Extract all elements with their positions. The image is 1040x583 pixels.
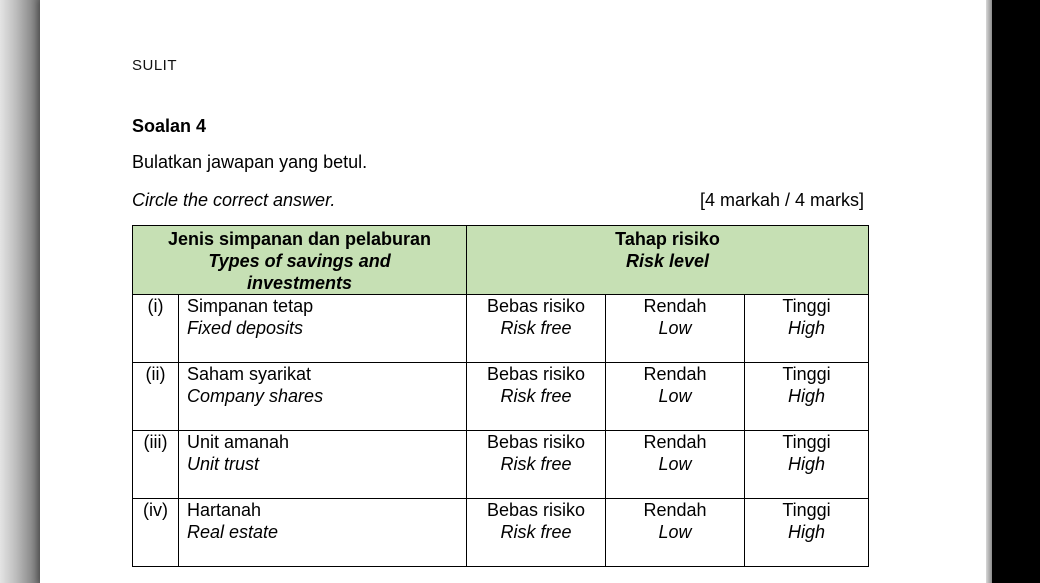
option-label-en: High bbox=[788, 318, 826, 338]
page-shadow-left bbox=[0, 0, 40, 583]
option-label-en: High bbox=[788, 522, 826, 542]
table-row bbox=[133, 363, 869, 431]
option-label-en: Risk free bbox=[500, 386, 572, 406]
page-edge-right bbox=[986, 0, 992, 583]
investment-type-my: Hartanah bbox=[187, 500, 262, 520]
investment-type-my: Simpanan tetap bbox=[187, 296, 314, 316]
table-header-row bbox=[133, 226, 869, 295]
option-label-my: Tinggi bbox=[782, 364, 831, 384]
option-label-my: Bebas risiko bbox=[486, 500, 586, 520]
option-risk-free[interactable] bbox=[467, 431, 606, 499]
option-label-my: Bebas risiko bbox=[486, 296, 586, 316]
classification-label: SULIT bbox=[132, 57, 178, 74]
option-label-my: Tinggi bbox=[782, 500, 831, 520]
header-risk-level-my: Tahap risiko bbox=[615, 229, 720, 249]
option-label-en: High bbox=[788, 386, 826, 406]
option-label-my: Rendah bbox=[643, 364, 707, 384]
option-label-my: Tinggi bbox=[782, 296, 831, 316]
option-low[interactable] bbox=[606, 295, 745, 363]
instruction-malay: Bulatkan jawapan yang betul. bbox=[132, 152, 368, 172]
option-low[interactable] bbox=[606, 499, 745, 567]
header-savings-type-my: Jenis simpanan dan pelaburan bbox=[167, 229, 432, 249]
option-label-my: Bebas risiko bbox=[486, 432, 586, 452]
option-low[interactable] bbox=[606, 431, 745, 499]
investment-type-en: Real estate bbox=[187, 522, 279, 542]
option-label-en: Low bbox=[658, 386, 692, 406]
row-number: (i) bbox=[133, 295, 179, 363]
instruction-english: Circle the correct answer. bbox=[132, 190, 336, 210]
option-label-en: Low bbox=[658, 522, 692, 542]
option-label-my: Rendah bbox=[643, 296, 707, 316]
option-label-en: Risk free bbox=[500, 522, 572, 542]
investment-type bbox=[179, 363, 467, 431]
header-risk-level-en: Risk level bbox=[625, 251, 710, 271]
table-row bbox=[133, 431, 869, 499]
option-label-en: High bbox=[788, 454, 826, 474]
table-row bbox=[133, 295, 869, 363]
option-risk-free[interactable] bbox=[467, 499, 606, 567]
question-title: Soalan 4 bbox=[132, 116, 207, 136]
investment-type-en: Fixed deposits bbox=[187, 318, 304, 338]
option-high[interactable] bbox=[745, 363, 869, 431]
investment-type-en: Company shares bbox=[187, 386, 324, 406]
option-label-my: Bebas risiko bbox=[486, 364, 586, 384]
header-risk-level bbox=[467, 226, 869, 295]
header-savings-type-en: Types of savings and investments bbox=[208, 251, 391, 293]
row-number: (iii) bbox=[133, 431, 179, 499]
risk-level-table bbox=[132, 225, 869, 567]
investment-type-my: Saham syarikat bbox=[187, 364, 312, 384]
option-label-en: Low bbox=[658, 454, 692, 474]
investment-type bbox=[179, 431, 467, 499]
option-risk-free[interactable] bbox=[467, 363, 606, 431]
marks-label: [4 markah / 4 marks] bbox=[699, 190, 864, 210]
investment-type-en: Unit trust bbox=[187, 454, 260, 474]
option-label-en: Risk free bbox=[500, 318, 572, 338]
row-number: (iv) bbox=[133, 499, 179, 567]
row-number: (ii) bbox=[133, 363, 179, 431]
option-label-my: Rendah bbox=[643, 500, 707, 520]
option-label-en: Low bbox=[658, 318, 692, 338]
table-row bbox=[133, 499, 869, 567]
option-low[interactable] bbox=[606, 363, 745, 431]
investment-type bbox=[179, 499, 467, 567]
investment-type-my: Unit amanah bbox=[187, 432, 290, 452]
option-high[interactable] bbox=[745, 295, 869, 363]
option-label-my: Rendah bbox=[643, 432, 707, 452]
option-high[interactable] bbox=[745, 431, 869, 499]
investment-type bbox=[179, 295, 467, 363]
option-high[interactable] bbox=[745, 499, 869, 567]
header-savings-type bbox=[133, 226, 467, 295]
option-label-my: Tinggi bbox=[782, 432, 831, 452]
option-risk-free[interactable] bbox=[467, 295, 606, 363]
option-label-en: Risk free bbox=[500, 454, 572, 474]
